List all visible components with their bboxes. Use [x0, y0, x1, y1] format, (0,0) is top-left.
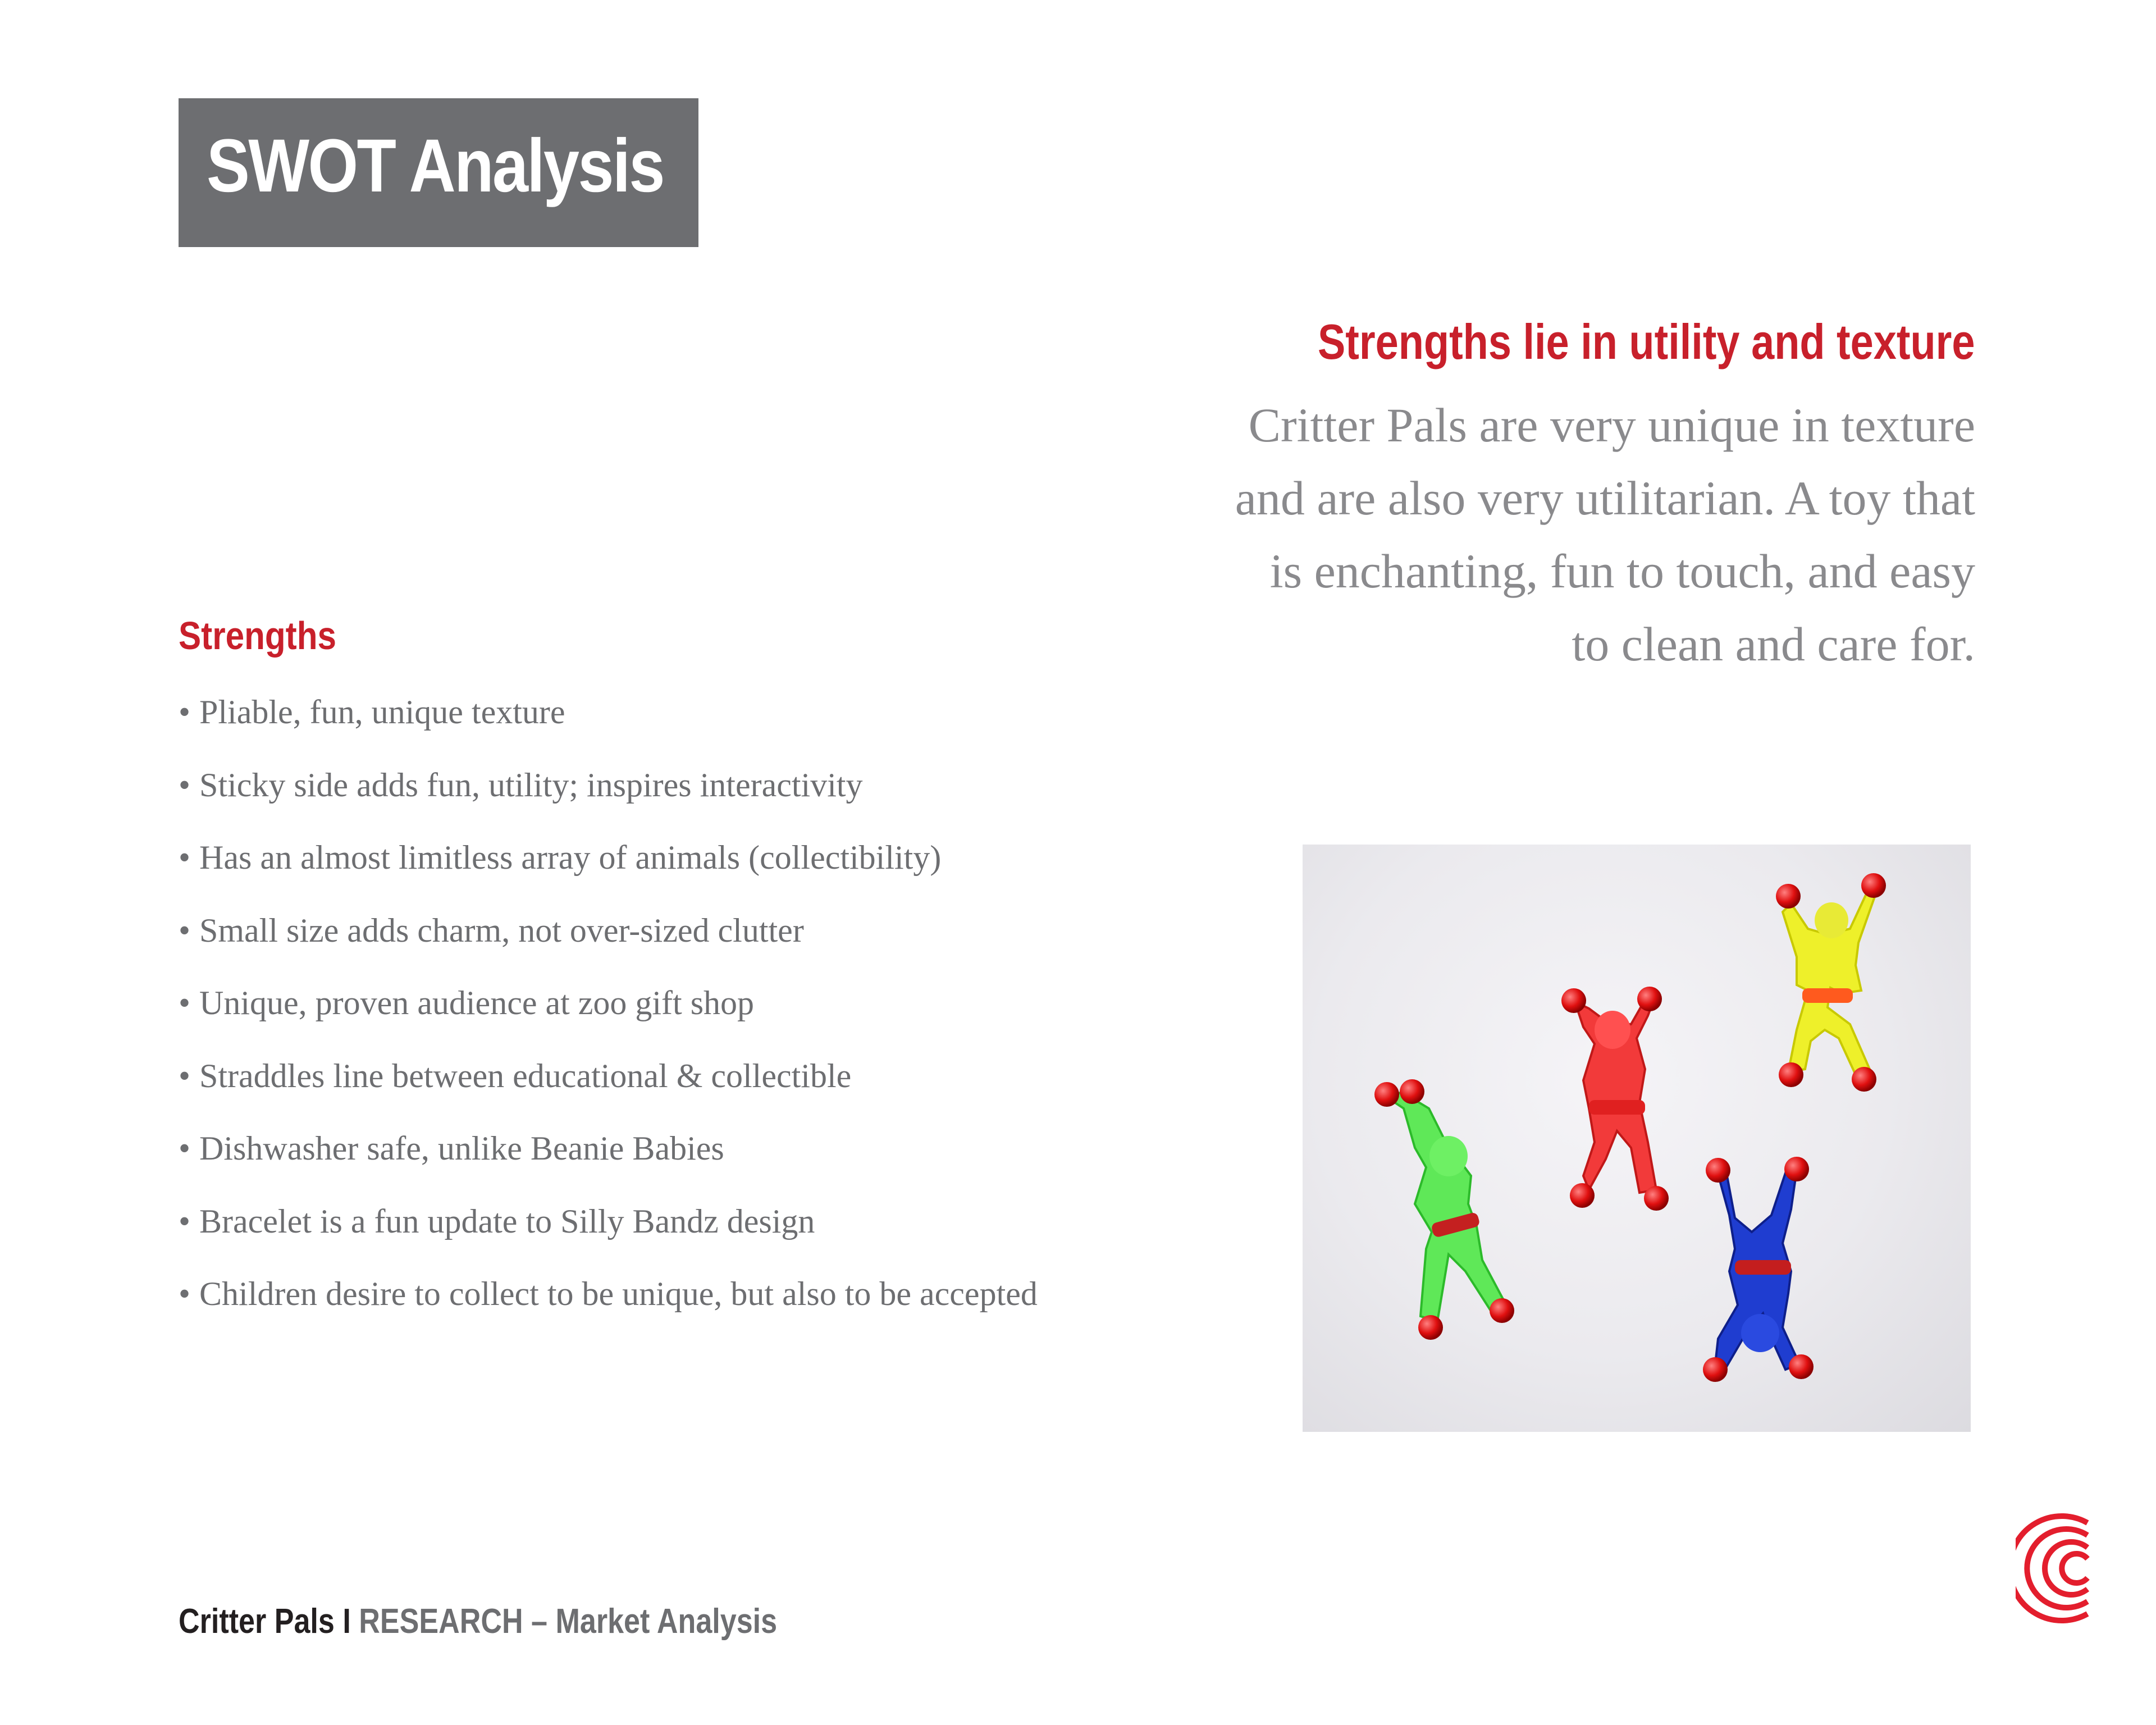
list-item: [179, 1271, 1038, 1344]
page-title: SWOT Analysis: [207, 124, 664, 208]
callout-line: to clean and care for.: [1572, 617, 1975, 671]
callout-line: Critter Pals are very unique in texture: [1248, 398, 1975, 452]
list-item-text: Dishwasher safe, unlike Beanie Babies: [199, 1130, 724, 1167]
list-item: [179, 835, 1038, 908]
footer-separator: I: [334, 1602, 359, 1641]
yellow-climber-figure: [1776, 873, 1886, 1092]
bullet-icon: •: [179, 693, 191, 731]
list-item: [179, 980, 1038, 1053]
list-item-text: Small size adds charm, not over-sized clutter: [199, 911, 804, 949]
list-item-text: Unique, proven audience at zoo gift shop: [199, 984, 755, 1021]
bullet-icon: •: [179, 766, 191, 804]
green-climber-figure: [1374, 1079, 1514, 1340]
bullet-icon: •: [179, 984, 191, 1021]
list-item-text: Children desire to collect to be unique, but also to be accepted: [199, 1275, 1038, 1312]
list-item-text: Bracelet is a fun update to Silly Bandz design: [199, 1202, 815, 1240]
list-item-text: Sticky side adds fun, utility; inspires interactivity: [199, 766, 863, 804]
bullet-icon: •: [179, 839, 191, 876]
title-bar: [179, 98, 698, 247]
list-item: [179, 1126, 1038, 1199]
toy-photo: [1303, 845, 1971, 1432]
callout-body: [1133, 389, 1975, 681]
list-item: [179, 1053, 1038, 1126]
callout-line: and are also very utilitarian. A toy that: [1235, 471, 1975, 525]
list-item: [179, 1199, 1038, 1272]
list-item-text: Pliable, fun, unique texture: [199, 693, 565, 731]
list-item: [179, 763, 1038, 836]
strengths-heading: Strengths: [179, 614, 336, 658]
strengths-list: [179, 690, 1038, 1344]
blue-climber-figure: [1703, 1157, 1814, 1382]
red-climber-figure: [1561, 987, 1669, 1211]
bullet-icon: •: [179, 1057, 191, 1094]
callout-heading: Strengths lie in utility and texture: [1318, 314, 1975, 369]
concentric-c-logo-icon: [2016, 1510, 2092, 1626]
list-item-text: Has an almost limitless array of animals (collectibility): [199, 839, 942, 876]
bullet-icon: •: [179, 1275, 191, 1312]
list-item: [179, 908, 1038, 981]
callout-line: is enchanting, fun to touch, and easy: [1269, 544, 1975, 598]
footer: [179, 1601, 777, 1641]
footer-brand: Critter Pals: [179, 1602, 335, 1641]
footer-section: RESEARCH – Market Analysis: [359, 1602, 778, 1641]
bullet-icon: •: [179, 1130, 191, 1167]
list-item-text: Straddles line between educational & collectible: [199, 1057, 852, 1094]
bullet-icon: •: [179, 1202, 191, 1240]
bullet-icon: •: [179, 911, 191, 949]
list-item: [179, 690, 1038, 763]
